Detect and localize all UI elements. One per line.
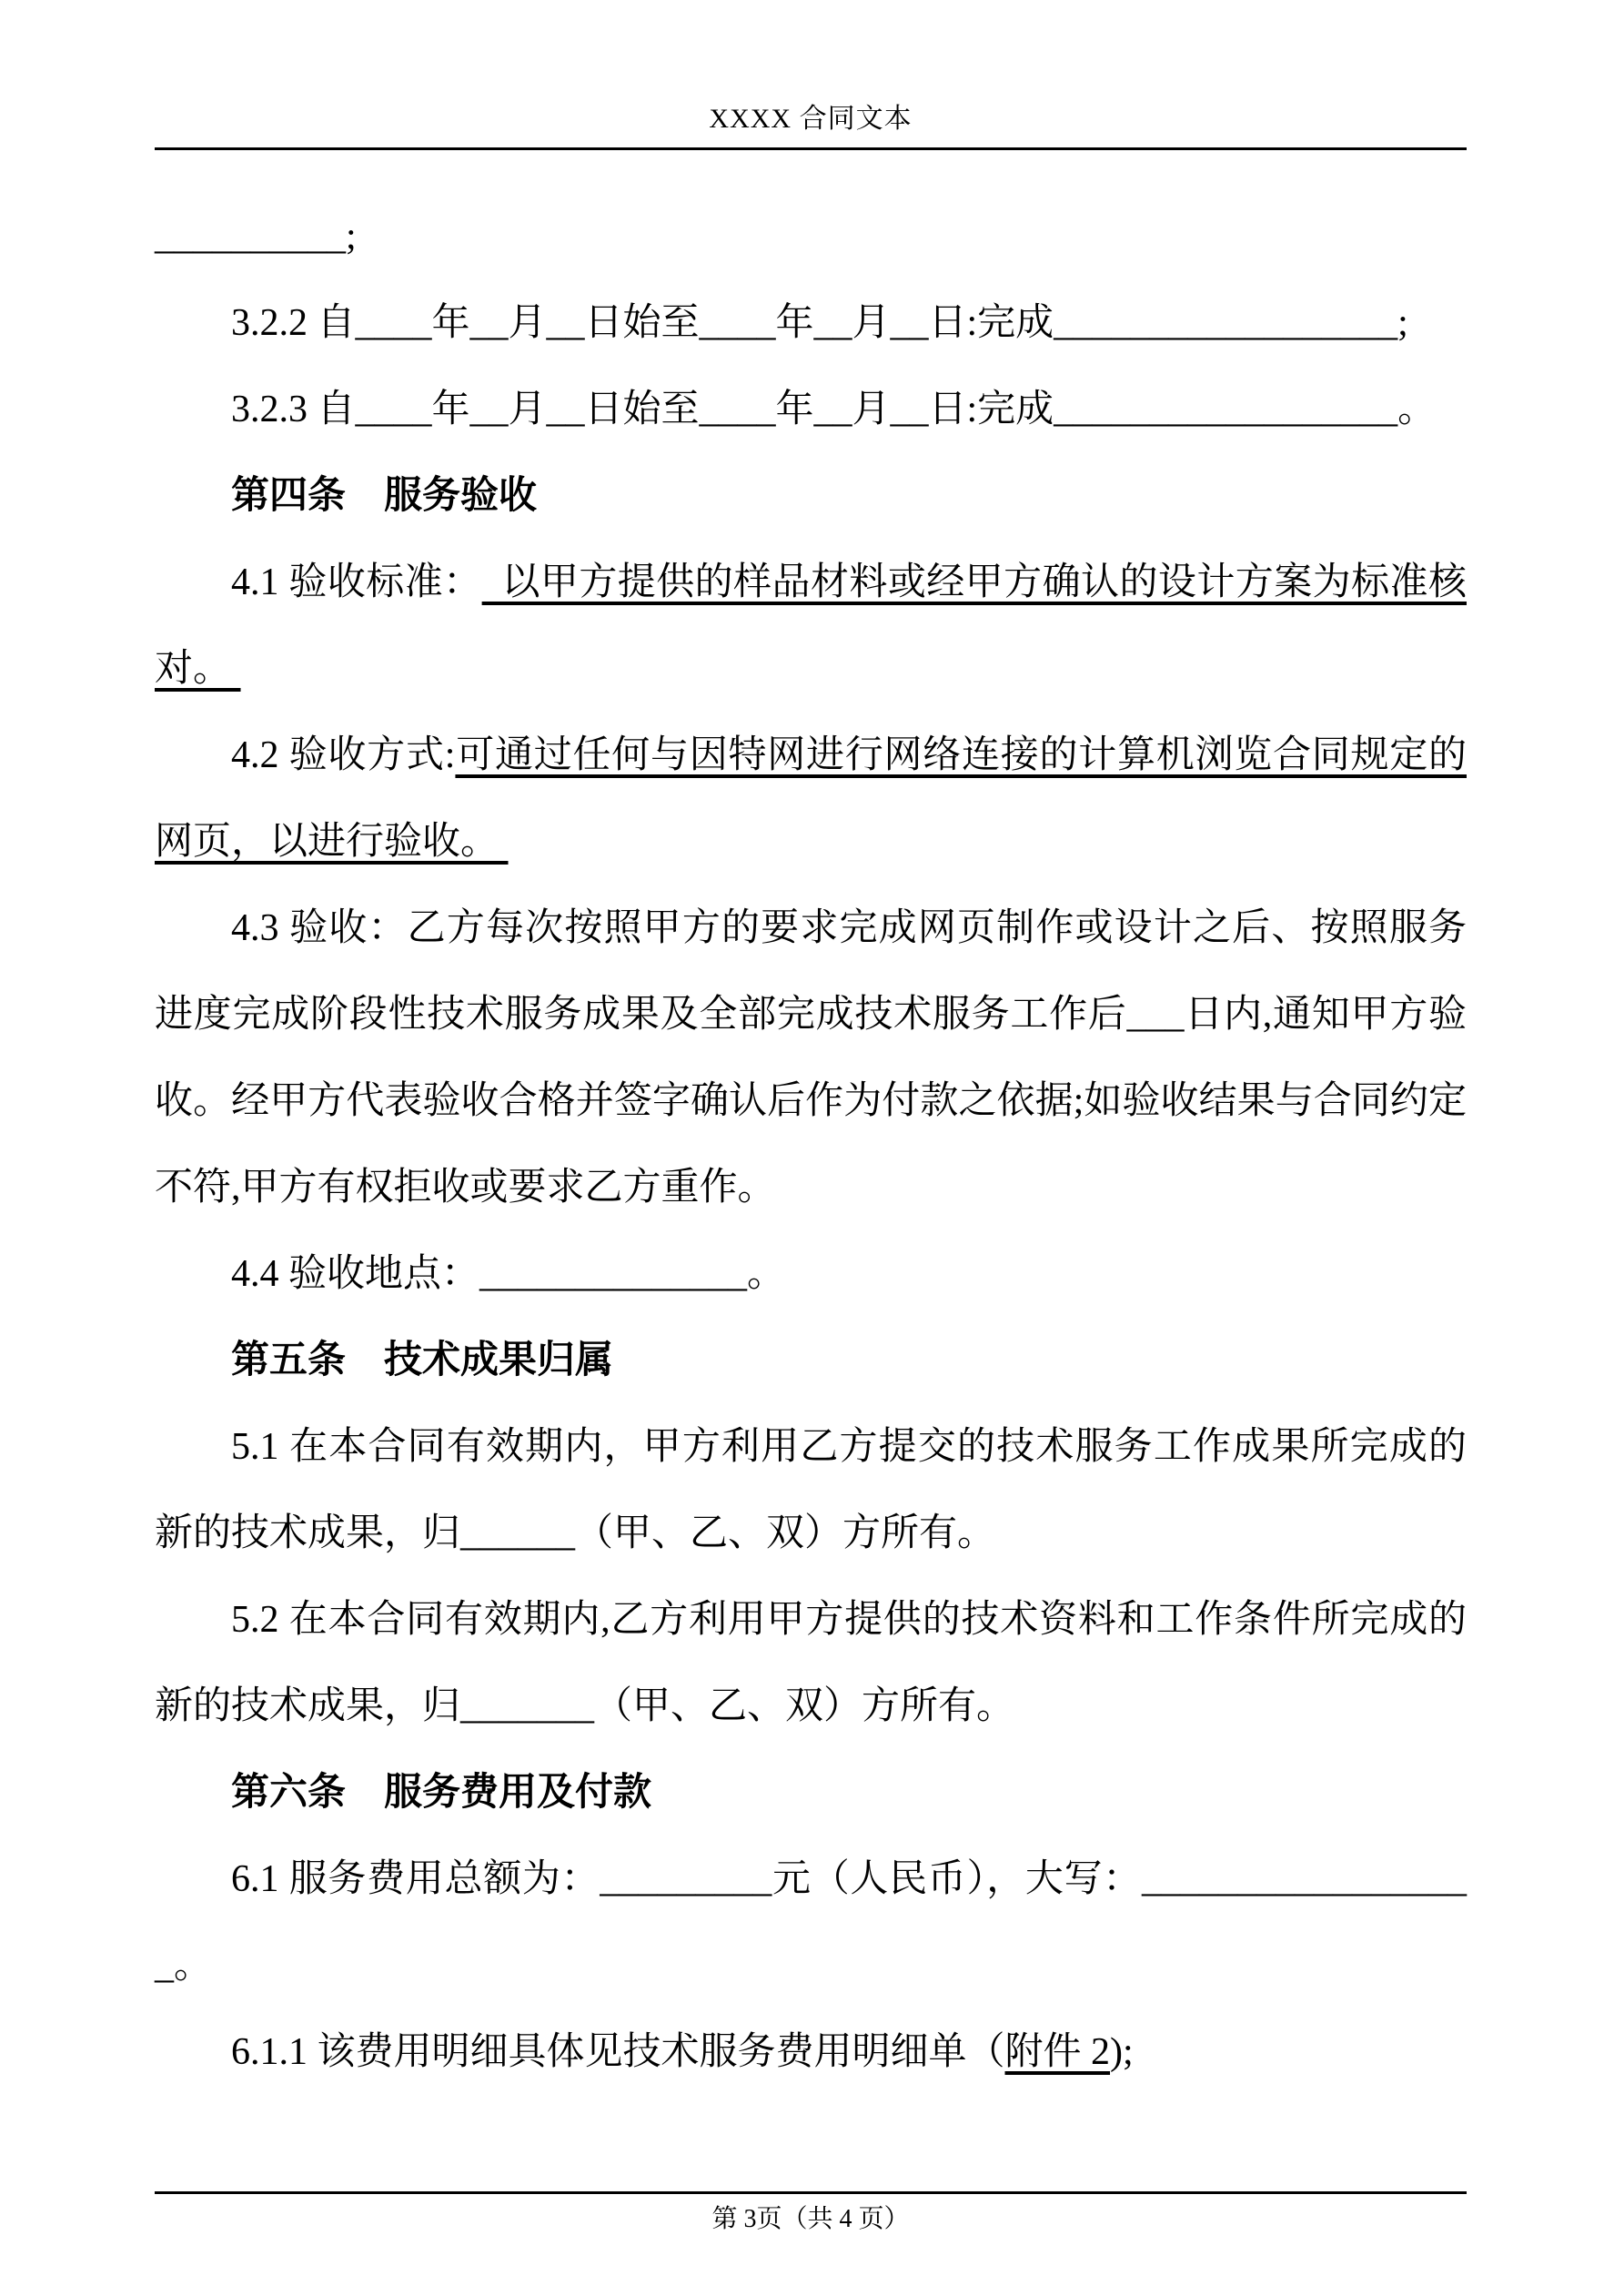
contract-body — [155, 194, 1467, 2096]
clause-6-1-1-attachment-ref: 附件 2 — [1004, 2031, 1111, 2073]
header-title: XXXX 合同文本 — [709, 104, 913, 134]
article-5-heading: 第五条 技术成果归属 — [231, 1340, 614, 1381]
clause-6-1: 6.1 服务费用总额为：_________元（人民币），大写：__________________。 — [155, 1858, 1467, 1987]
article-4-heading: 第四条 服务验收 — [231, 475, 538, 517]
header-rule — [155, 147, 1467, 150]
clause-6-1-1-text: 6.1.1 该费用明细具体见技术服务费用明细单（ — [231, 2031, 1005, 2073]
clause-4-1-label: 4.1 验收标准： — [231, 561, 482, 603]
clause-4-2-underlined-value: 可通过任何与因特网进行网络连接的计算机浏览合同规定的网页，以进行验收。 — [155, 734, 1467, 863]
clause-4-2 — [155, 713, 1467, 885]
clause-5-2: 5.2 在本合同有效期内,乙方利用甲方提供的技术资料和工作条件所完成的新的技术成果，归_______（甲、乙、双）方所有。 — [155, 1599, 1467, 1727]
article-6-heading: 第六条 服务费用及付款 — [231, 1772, 652, 1814]
carryover-blank-line: __________; — [155, 216, 357, 258]
clause-4-2-label: 4.2 验收方式: — [231, 734, 456, 776]
clause-3-2-2: 3.2.2 自____年__月__日始至____年__月__日:完成__________________; — [231, 302, 1408, 344]
page-number: 第 3页（共 4 页） — [711, 2205, 910, 2233]
clause-4-1-underlined-value: 以甲方提供的样品材料或经甲方确认的设计方案为标准核对。 — [155, 561, 1467, 690]
clause-3-2-3: 3.2.3 自____年__月__日始至____年__月__日:完成__________________。 — [231, 389, 1437, 430]
clause-6-1-1 — [155, 2009, 1467, 2096]
page-footer — [155, 2191, 1467, 2236]
clause-4-3: 4.3 验收：乙方每次按照甲方的要求完成网页制作或设计之后、按照服务进度完成阶段性技术服务成果及全部完成技术服务工作后___日内,通知甲方验收。经甲方代表验收合格并签字确认后作为付款之依据;如验收结果与合同约定不符,甲方有权拒收或要求乙方重作。 — [155, 907, 1467, 1209]
page-header — [155, 0, 1467, 150]
clause-6-1-1-suffix: ); — [1110, 2031, 1134, 2073]
clause-4-4: 4.4 验收地点：______________。 — [231, 1253, 786, 1295]
clause-5-1: 5.1 在本合同有效期内，甲方利用乙方提交的技术服务工作成果所完成的新的技术成果，归______（甲、乙、双）方所有。 — [155, 1426, 1467, 1554]
clause-4-1 — [155, 540, 1467, 713]
